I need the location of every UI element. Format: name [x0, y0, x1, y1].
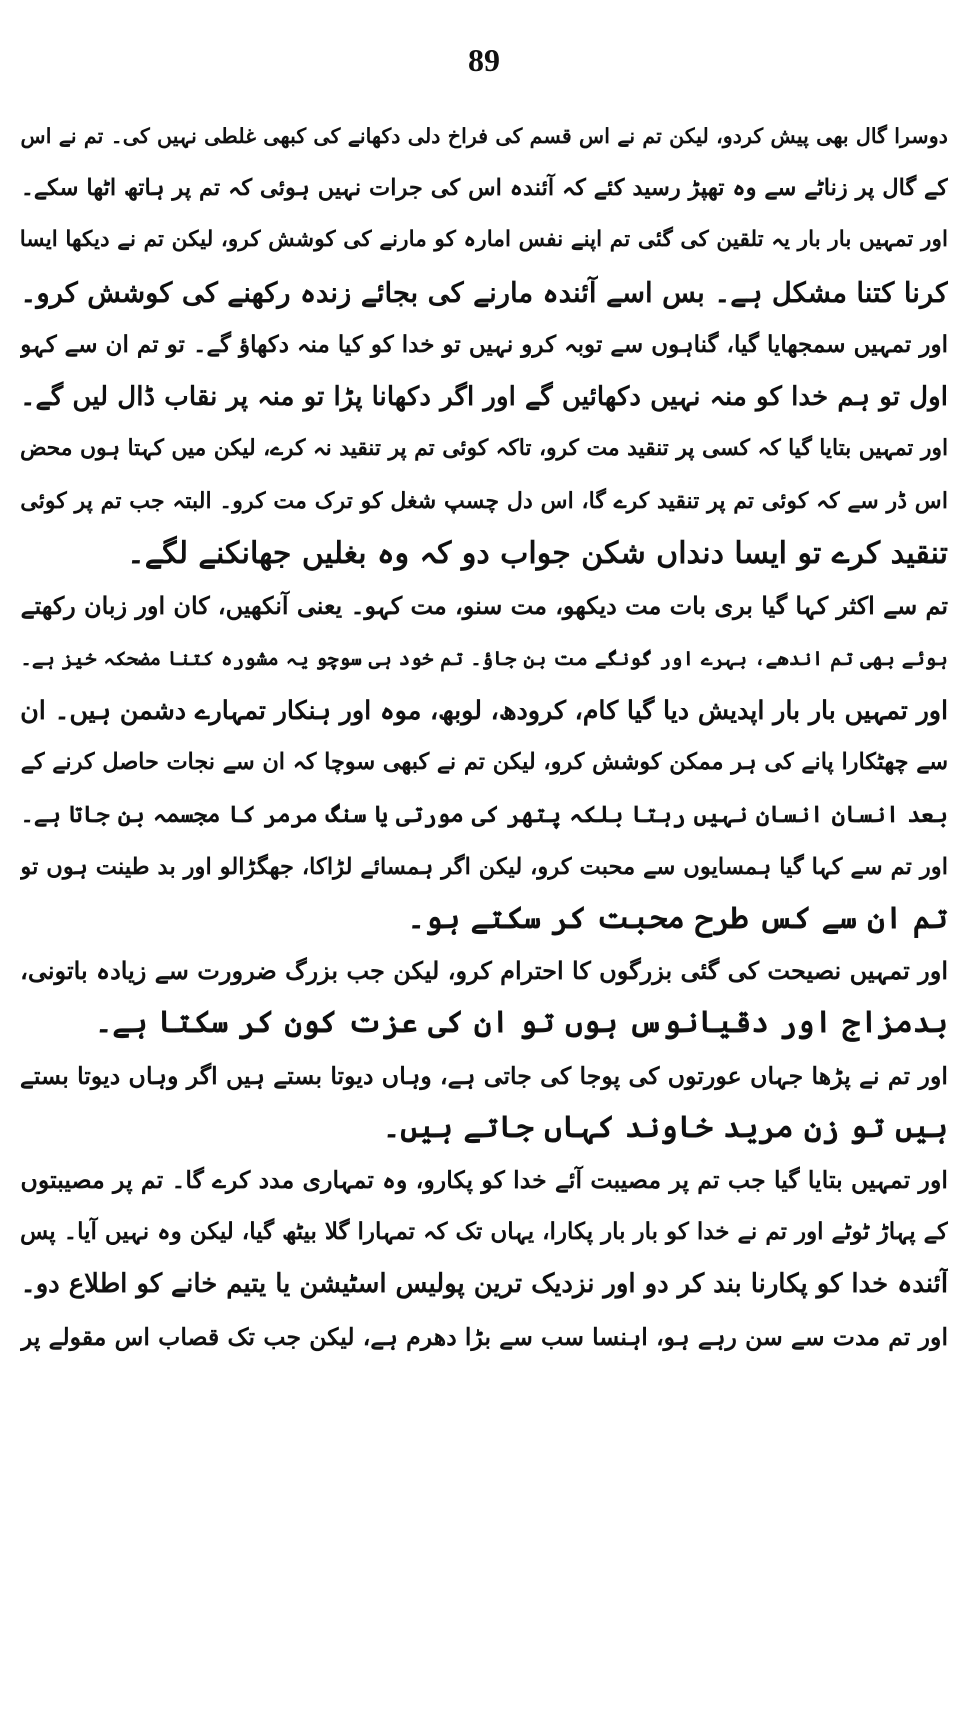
text-line: اور تمہیں بار بار اپدیش دیا گیا کام، کرودھ، لوبھ، موہ اور ہنکار تمہارے دشمن ہیں۔ ان: [20, 695, 948, 726]
page-body: [20, 110, 948, 1715]
text-line: اول تو ہم خدا کو منہ نہیں دکھائیں گے اور اگر دکھانا پڑا تو منہ پر نقاب ڈال لیں گے۔: [20, 381, 948, 413]
paragraph: [20, 423, 948, 580]
text-line: اور تم نے پڑھا جہاں عورتوں کی پوجا کی جاتی ہے، وہاں دیوتا بستے ہیں اگر وہاں دیوتا بستے: [20, 1061, 948, 1090]
paragraph: [20, 214, 948, 318]
text-line: ہوئے بھی تم اندھے، بہرے اور گونگے مت بن جاؤ۔ تم خود ہی سوچو یہ مشورہ کتنا مضحکہ خیز ہے۔: [20, 646, 948, 671]
paragraph: [20, 841, 948, 945]
text-line: تم سے اکثر کہا گیا بری بات مت دیکھو، مت سنو، مت کہو۔ یعنی آنکھیں، کان اور زبان رکھتے: [20, 591, 948, 620]
text-line: اور تمہیں بتایا گیا جب تم پر مصیبت آئے خدا کو پکارو، وہ تمہاری مدد کرے گا۔ تم پر مصیبتوں: [20, 1166, 948, 1195]
paragraph: [20, 580, 948, 684]
text-line: کرنا کتنا مشکل ہے۔ بس اسے آئندہ مارنے کی بجائے زندہ رکھنے کی کوشش کرو۔: [20, 276, 948, 309]
text-line: بدمزاج اور دقیانوس ہوں تو ان کی عزت کون کر سکتا ہے۔: [94, 1005, 948, 1041]
paragraph: [20, 110, 948, 214]
text-line: بعد انسان انسان نہیں رہتا بلکہ پتھر کی مورتی یا سنگ مرمر کا مجسمہ بن جاتا ہے۔: [20, 800, 948, 828]
paragraph: [20, 1154, 948, 1311]
text-line: اور تم سے کہا گیا ہمسایوں سے محبت کرو، لیکن اگر ہمسائے لڑاکا، جھگڑالو اور بد طینت ہوں تو: [20, 853, 948, 880]
text-line: کے پہاڑ ٹوٹے اور تم نے خدا کو بار بار پکارا، یہاں تک کہ تمہارا گلا بیٹھ گیا، لیکن وہ نہیں آیا۔ پس: [20, 1218, 948, 1246]
text-line: تنقید کرے تو ایسا دنداں شکن جواب دو کہ وہ بغلیں جھانکنے لگے۔: [127, 535, 948, 571]
text-line: اس ڈر سے کہ کوئی تم پر تنقید کرے گا، اس دل چسپ شغل کو ترک مت کرو۔ البتہ جب تم پر کوئی: [20, 488, 948, 515]
text-line: آئندہ خدا کو پکارنا بند کر دو اور نزدیک ترین پولیس اسٹیشن یا یتیم خانے کو اطلاع دو۔: [20, 1269, 948, 1300]
text-line: سے چھٹکارا پانے کی ہر ممکن کوشش کرو، لیکن تم نے کبھی سوچا کہ ان سے نجات حاصل کرنے کے: [20, 749, 948, 776]
paragraph: [20, 1050, 948, 1154]
page-number: 89: [468, 42, 500, 78]
paragraph: [20, 1311, 948, 1363]
text-line: اور تم مدت سے سن رہے ہو، اہنسا سب سے بڑا دھرم ہے، لیکن جب تک قصاب اس مقولے پر: [20, 1322, 948, 1351]
paragraph: [20, 684, 948, 841]
text-line: اور تمہیں بار بار یہ تلقین کی گئی تم اپنے نفس امارہ کو مارنے کی کوشش کرو، لیکن تم نے دیکھا ایسا: [20, 227, 948, 253]
paragraph: [20, 945, 948, 1049]
text-line: اور تمہیں بتایا گیا کہ کسی پر تنقید مت کرو، تاکہ کوئی تم پر تنقید نہ کرے، لیکن میں کہتا ہوں محض: [20, 436, 948, 462]
text-line: اور تمہیں سمجھایا گیا، گناہوں سے توبہ کرو نہیں تو خدا کو کیا منہ دکھاؤ گے۔ تو تم ان سے کہو: [20, 330, 948, 358]
paragraph: [20, 319, 948, 423]
text-line: کے گال پر زناٹے سے وہ تھپڑ رسید کئے کہ آئندہ اس کی جرات نہیں ہوئی کہ تم پر ہاتھ اٹھا سکے۔: [20, 175, 948, 202]
text-line: ہیں تو زن مرید خاوند کہاں جاتے ہیں۔: [382, 1109, 948, 1145]
text-line: اور تمہیں نصیحت کی گئی بزرگوں کا احترام کرو، لیکن جب بزرگ ضرورت سے زیادہ باتونی،: [20, 956, 948, 986]
text-line: دوسرا گال بھی پیش کردو، لیکن تم نے اس قسم کی فراخ دلی دکھانے کی کبھی غلطی نہیں کی۔ تم نے اس: [20, 124, 948, 148]
text-line: تم ان سے کس طرح محبت کر سکتے ہو۔: [407, 901, 948, 937]
